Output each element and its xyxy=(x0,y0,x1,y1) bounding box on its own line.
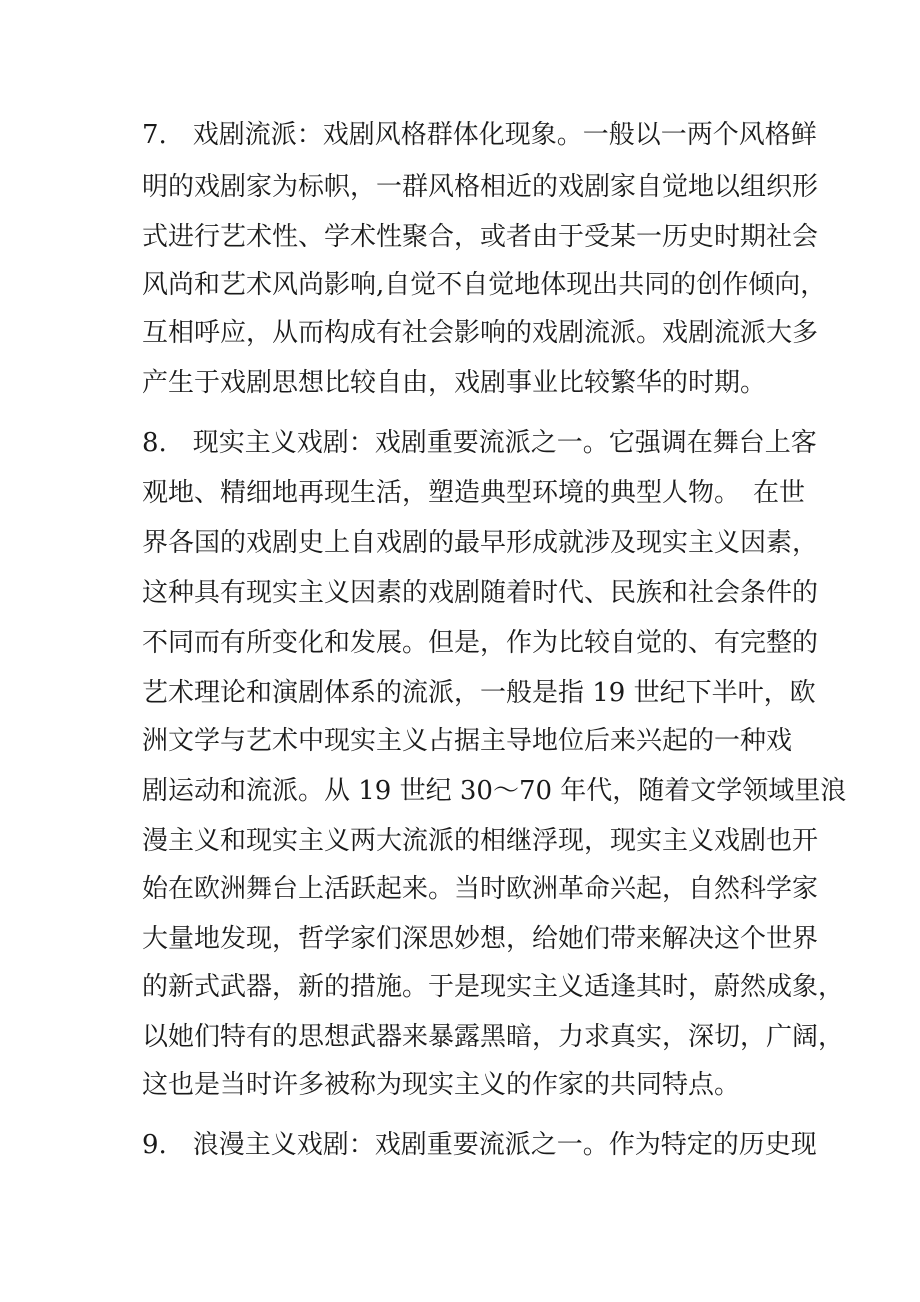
text-line: 洲文学与艺术中现实主义占据主导地位后来兴起的一种戏 xyxy=(142,726,793,756)
text-line: 不同而有所变化和发展。但是，作为比较自觉的、有完整的 xyxy=(142,628,819,658)
text-line: 剧运动和流派。从 19 世纪 30～70 年代，随着文学领域里浪 xyxy=(142,776,847,806)
text-line: 9. 浪漫主义戏剧：戏剧重要流派之一。作为特定的历史现 xyxy=(142,1130,817,1160)
text-line: 7. 戏剧流派：戏剧风格群体化现象。一般以一两个风格鲜 xyxy=(142,120,817,150)
text-line: 产生于戏剧思想比较自由，戏剧事业比较繁华的时期。 xyxy=(142,368,767,398)
text-line: 8. 现实主义戏剧：戏剧重要流派之一。它强调在舞台上客 xyxy=(142,428,817,458)
text-line: 式进行艺术性、学术性聚合，或者由于受某一历史时期社会 xyxy=(142,222,819,252)
text-line: 互相呼应，从而构成有社会影响的戏剧流派。戏剧流派大多 xyxy=(142,318,819,348)
text-line: 的新式武器，新的措施。于是现实主义适逢其时，蔚然成象， xyxy=(142,972,845,1002)
text-line: 界各国的戏剧史上自戏剧的最早形成就涉及现实主义因素， xyxy=(142,528,819,558)
text-line: 漫主义和现实主义两大流派的相继浮现，现实主义戏剧也开 xyxy=(142,826,819,856)
text-line: 始在欧洲舞台上活跃起来。当时欧洲革命兴起，自然科学家 xyxy=(142,874,819,904)
text-line: 这也是当时许多被称为现实主义的作家的共同特点。 xyxy=(142,1070,741,1100)
text-line: 观地、精细地再现生活，塑造典型环境的典型人物。 在世 xyxy=(142,478,806,508)
text-line: 这种具有现实主义因素的戏剧随着时代、民族和社会条件的 xyxy=(142,578,819,608)
text-line: 以她们特有的思想武器来暴露黑暗，力求真实，深切，广阔， xyxy=(142,1022,845,1052)
text-line: 大量地发现，哲学家们深思妙想，给她们带来解决这个世界 xyxy=(142,924,819,954)
text-line: 明的戏剧家为标帜，一群风格相近的戏剧家自觉地以组织形 xyxy=(142,172,819,202)
text-line: 艺术理论和演剧体系的流派，一般是指 19 世纪下半叶，欧 xyxy=(142,678,816,708)
text-line: 风尚和艺术风尚影响,自觉不自觉地体现出共同的创作倾向， xyxy=(142,270,827,300)
